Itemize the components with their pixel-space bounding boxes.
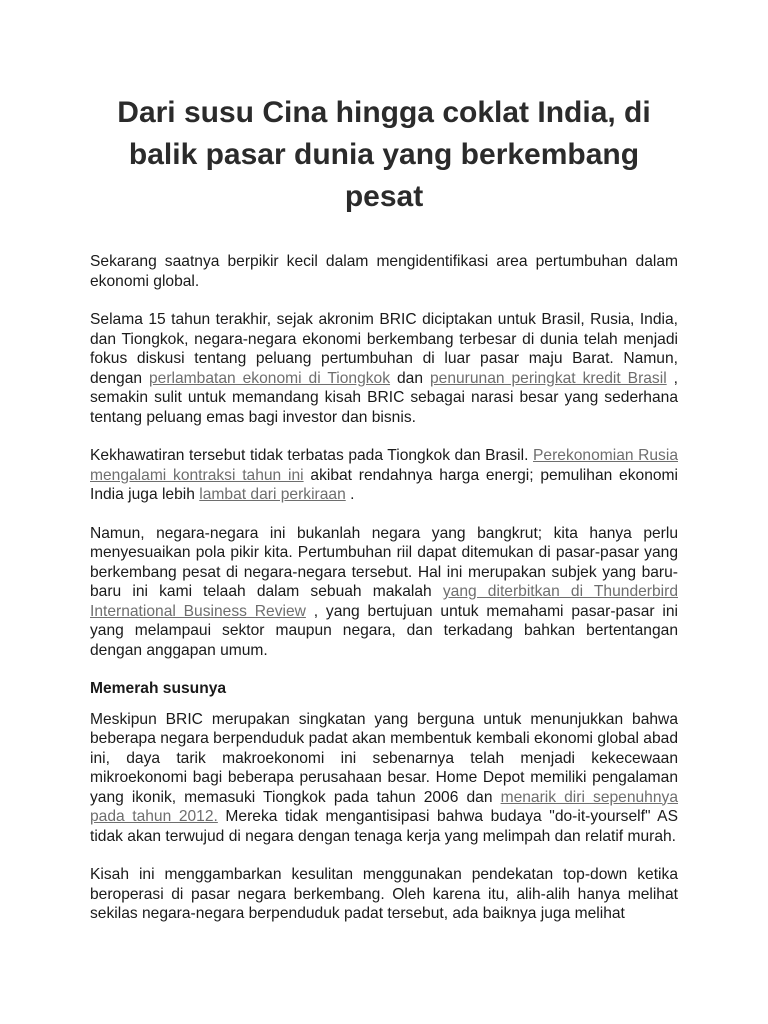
link-brasil-downgrade[interactable]: penurunan peringkat kredit Brasil — [429, 369, 667, 387]
paragraph-6: Kisah ini menggambarkan kesulitan menggunakan pendekatan top-down ketika beroperasi di pasar negara berkembang. Oleh karena itu, alih-alih hanya melihat sekilas negara-negara berpenduduk padat tersebut, ada baiknya juga melihat — [90, 866, 678, 922]
paragraph-3 — [90, 446, 678, 505]
section-heading: Memerah susunya — [90, 680, 227, 697]
paragraph-text: dan — [396, 369, 424, 387]
paragraph-2 — [90, 310, 678, 427]
paragraph-text: Mereka tidak mengantisipasi bahwa budaya "do-it-yourself" AS tidak akan terwujud di negara dengan tenaga kerja yang melimpah dan relatif murah. — [90, 808, 678, 845]
paragraph-text: . — [350, 486, 355, 503]
paragraph-text: , yang bertujuan untuk memahami pasar-pasar ini yang melampaui sektor maupun negara, dan terkadang bahkan bertentangan dengan anggapan umum. — [90, 602, 678, 659]
link-tiongkok-slowdown[interactable]: perlambatan ekonomi di Tiongkok — [149, 369, 391, 387]
paragraph-text: Meskipun BRIC merupakan singkatan yang berguna untuk menunjukkan bahwa beberapa negara berpenduduk padat akan membentuk kembali ekonomi global abad ini, daya tarik makroekonomi ini sebenarnya telah menjadi kekecewaan mikroekonomi bagi beberapa perusahaan besar. Home Depot memiliki pengalaman yang ikonik, memasuki Tiongkok pada tahun 2006 dan — [90, 710, 678, 806]
article-body — [90, 252, 678, 924]
paragraph-text: Namun, negara-negara ini bukanlah negara yang bangkrut; kita hanya perlu menyesuaikan pola pikir kita. Pertumbuhan riil dapat ditemukan di pasar-pasar yang berkembang pesat di negara-negara tersebut. Hal ini merupakan subjek yang baru-baru ini kami telaah dalam sebuah makalah — [90, 524, 678, 600]
link-thunderbird-review[interactable]: yang diterbitkan di Thunderbird International Business Review — [90, 583, 678, 620]
paragraph-1: Sekarang saatnya berpikir kecil dalam mengidentifikasi area pertumbuhan dalam ekonomi global. — [90, 253, 678, 290]
paragraph-text: akibat rendahnya harga energi; pemulihan ekonomi India juga lebih — [90, 466, 678, 503]
paragraph-4 — [90, 524, 678, 661]
link-india-slower[interactable]: lambat dari perkiraan — [199, 486, 346, 503]
paragraph-text: Kekhawatiran tersebut tidak terbatas pada Tiongkok dan Brasil. — [90, 447, 529, 464]
paragraph-text: , semakin sulit untuk memandang kisah BRIC sebagai narasi besar yang sederhana tentang peluang emas bagi investor dan bisnis. — [90, 369, 678, 426]
document-title: Dari susu Cina hingga coklat India, di balik pasar dunia yang berkembang pesat — [117, 96, 651, 213]
link-home-depot-withdrawal[interactable]: menarik diri sepenuhnya pada tahun 2012. — [90, 788, 678, 825]
paragraph-text: Selama 15 tahun terakhir, sejak akronim BRIC diciptakan untuk Brasil, Rusia, India, dan Tiongkok, negara-negara ekonomi berkembang terbesar di dunia telah menjadi fokus diskusi tentang peluang pertumbuhan di luar pasar maju Barat. Namun, dengan — [90, 311, 678, 387]
link-russia-contraction[interactable]: Perekonomian Rusia mengalami kontraksi tahun ini — [90, 447, 678, 484]
paragraph-5 — [90, 710, 678, 847]
